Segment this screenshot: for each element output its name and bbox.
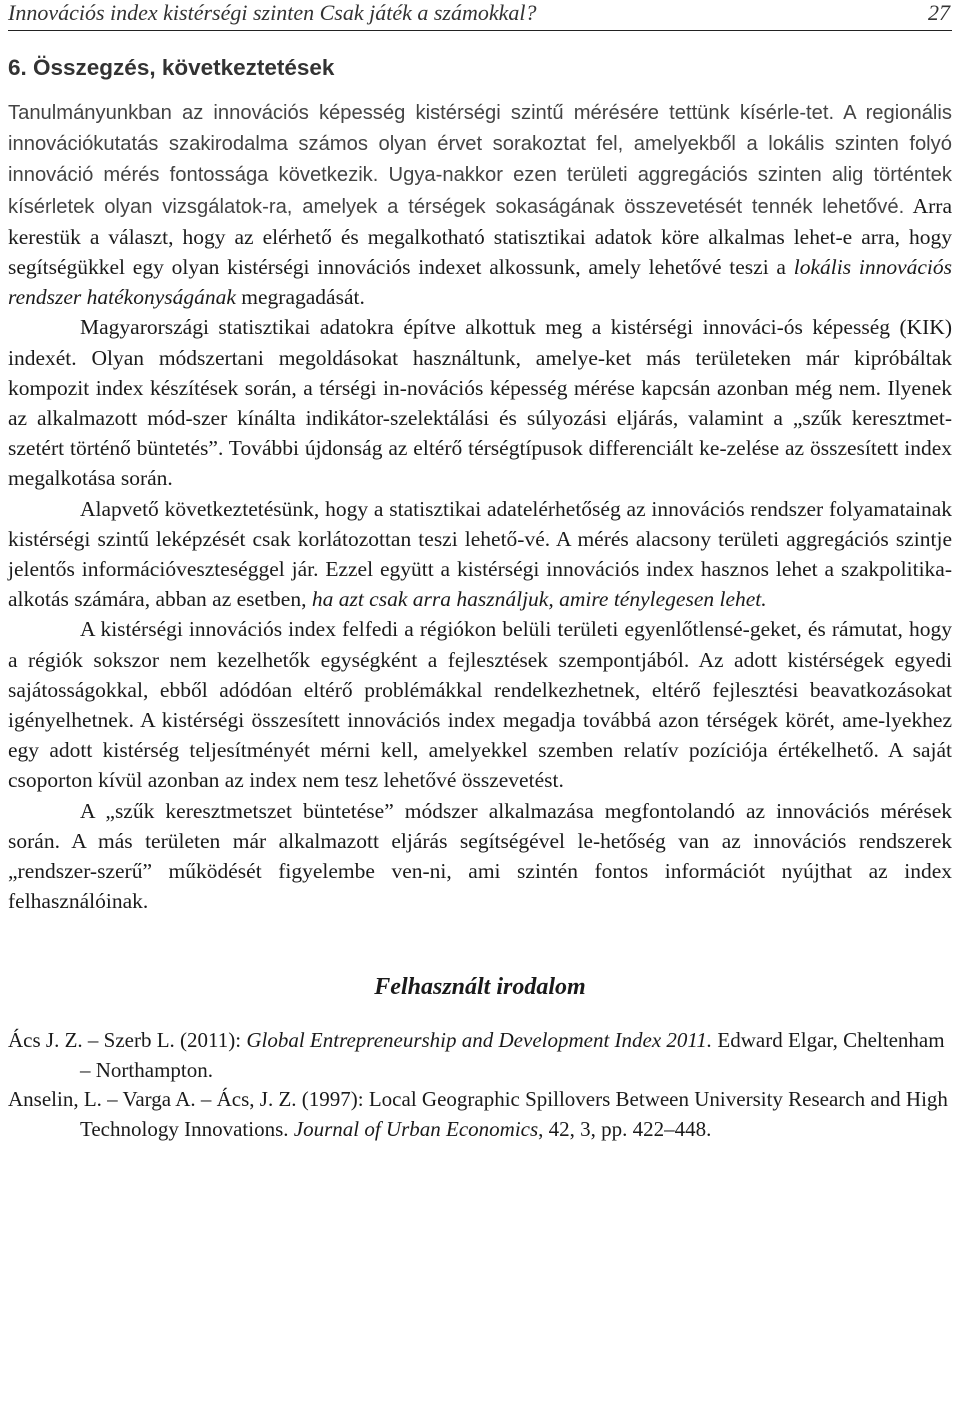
- reference-publisher: Edward Elgar, Cheltenham – Northampton.: [80, 1028, 945, 1082]
- document-page: [8, 0, 952, 1144]
- reference-journal: Journal of Urban Economics: [293, 1116, 539, 1141]
- running-header: [8, 0, 952, 31]
- paragraph-3: [8, 494, 952, 615]
- paragraph-3-italic: ha azt csak arra használjuk, amire ténylegesen lehet.: [311, 587, 767, 612]
- paragraph-4: A kistérségi innovációs index felfedi a régiókon belüli területi egyenlőtlensé-geket, és rámutat, hogy a régiók sokszor nem kezelhetők egységként a fejlesztések szempontjából. Az adott kistérségek egyedi sajátosságokkal, ebből adódóan eltérő problémákkal rendelkezhetnek, eltérő fejlesztési beavatkozásokat igényelhetnek. A kistérségi összesített innovációs index megadja továbbá azon térségek körét, ame-lyekhez egy adott kistérség teljesítményét mérni kell, amelyekkel szemben relatív pozíciója értékelhető. A saját csoporton kívül azonban az index nem tesz lehetővé összevetést.: [8, 617, 952, 793]
- paragraph-1-end: megragadását.: [241, 285, 365, 310]
- references-heading: Felhasznált irodalom: [374, 974, 586, 1001]
- running-title: Innovációs index kistérségi szinten Csak játék a számokkal?: [8, 0, 537, 25]
- paragraph-1-lead: Tanulmányunkban az innovációs képesség kistérségi szintű mérésére tettünk kísérle-tet. A regionális innovációkutatás szakirodalma számos olyan érvet sorakoztat fel, amelyekből a lokális szinten folyó innováció mérés fontossága következik. Ugya-nakkor ezen területi aggregációs szinten alig történtek kísérletek olyan vizsgálatok-ra, amelyek a térségek sokaságának összevetését tennék lehetővé.: [8, 102, 952, 218]
- paragraph-3-main: Alapvető következtetésünk, hogy a statisztikai adatelérhetőség az innovációs rendszer folyamatainak kistérségi szintű leképzését csak korlátozottan teszi lehető-vé. A mérés alacsony területi aggregációs szintje jelentős információveszteséggel jár. Ezzel együtt a kistérségi innovációs index hasznos lehet a szakpolitika-alkotás számára, abban az esetben,: [8, 496, 952, 612]
- reference-authors: Anselin, L. – Varga A. – Ács, J. Z. (1997): Local Geographic Spillovers Between University Research and High Technology Innovations.: [8, 1087, 948, 1141]
- page-number: 27: [928, 0, 950, 25]
- paragraph-1-rest: Arra kerestük a választ, hogy az elérhető és megalkotható statisztikai adatok köre alkalmas lehet-e arra, hogy segítségükkel egy olyan kistérségi innovációs indexet alkossunk, amely lehetővé teszi a: [8, 193, 952, 280]
- reference-item: [8, 1026, 952, 1085]
- reference-title: Global Entrepreneurship and Development Index 2011.: [246, 1028, 713, 1053]
- reference-volume-pages: , 42, 3, pp. 422–448.: [538, 1116, 712, 1141]
- section-heading: 6. Összegzés, következtetések: [8, 55, 335, 80]
- paragraph-1: [8, 97, 952, 312]
- reference-item: [8, 1085, 952, 1144]
- reference-authors: Ács J. Z. – Szerb L. (2011):: [8, 1028, 242, 1053]
- paragraph-2: Magyarországi statisztikai adatokra építve alkottuk meg a kistérségi innováci-ós képesség (KIK) indexét. Olyan módszertani megoldásokat használtunk, amelye-ket más területeken már kipróbáltak kompozit index készítések során, a térségi in-novációs képesség mérése kapcsán azonban még nem. Ilyenek az alkalmazott mód-szer kínálta indikátor-szelektálási és súlyozási eljárás, valamint a „szűk keresztmet-szetért történő büntetés”. További újdonság az eltérő térségtípusok differenciált ke-zelése az összesített index megalkotása során.: [8, 315, 952, 491]
- paragraph-5: A „szűk keresztmetszet büntetése” módszer alkalmazása megfontolandó az innovációs mérések során. A más területen már alkalmazott eljárás segítségével le-hetőség van az innovációs rendszerek „rendszer-szerű” működését figyelembe ven-ni, ami szintén fontos információt nyújthat az index felhasználóinak.: [8, 798, 952, 914]
- paragraph-1-italic: lokális innovációs rendszer hatékonyságának: [8, 255, 952, 310]
